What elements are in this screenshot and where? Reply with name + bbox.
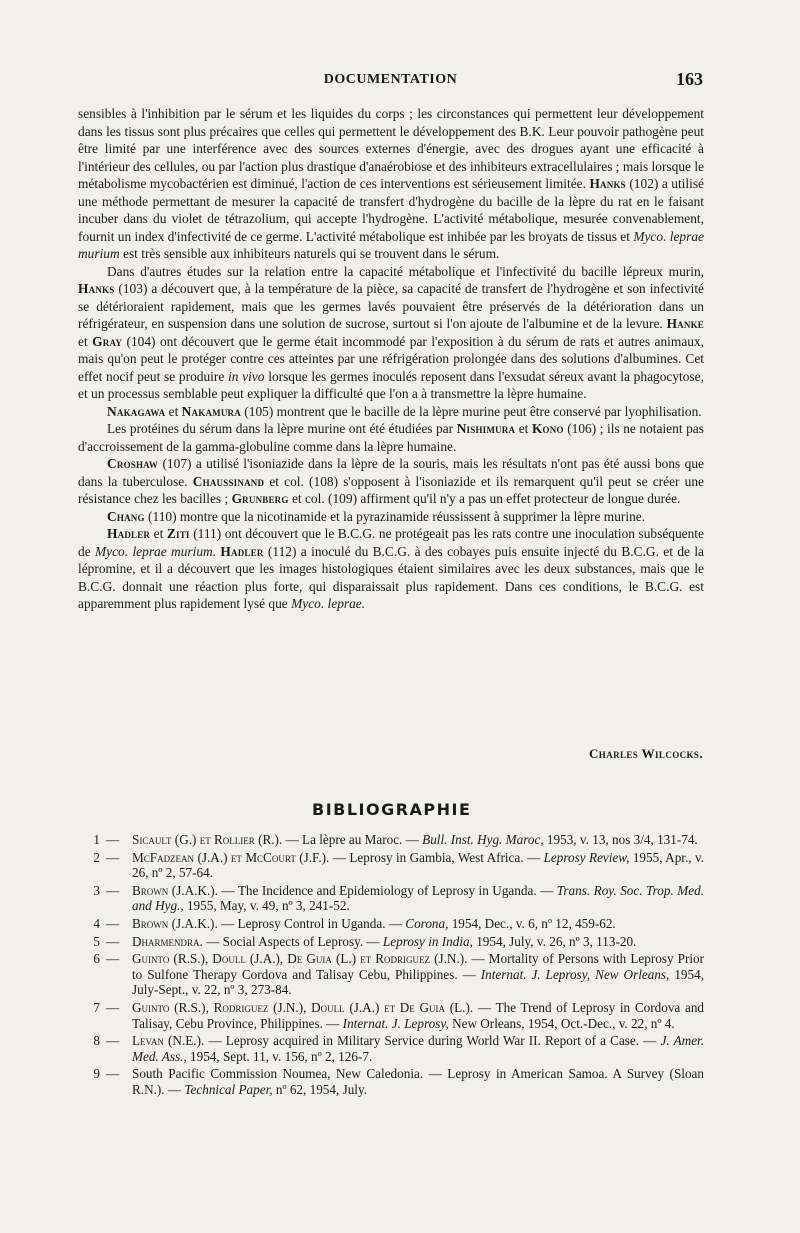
reference-authors: Dharmendra. (132, 933, 203, 949)
reference-authors: Guinto (R.S.), Doull (J.A.), De Guia (L.) et Rodriguez (J.N.). (132, 951, 468, 967)
paragraph (78, 420, 704, 455)
text-run: (112) a inoculé du B.C.G. à des cobayes puis ensuite injecté du B.C.G. et de la lépromine, et il a découvert que les images histologiques étaient similaires avec les deux substances, mais que le B.C.G. donnait une réaction plus forte, qui disparaissait plus rapidement. Dans ces conditions, le B.C.G. est apparemment plus rapidement lysé que (78, 543, 704, 611)
reference-number: 9 (93, 1066, 100, 1082)
reference-item (84, 916, 704, 932)
reference-dash: — (106, 951, 120, 967)
reference-authors: Levan (N.E.). (132, 1033, 205, 1049)
running-header (78, 69, 703, 98)
reference-item (84, 1033, 704, 1064)
paragraph (78, 508, 704, 526)
reference-title: — The Incidence and Epidemiology of Leprosy in Uganda. — (221, 882, 554, 898)
article-body (78, 105, 704, 613)
reference-item (84, 1066, 704, 1097)
text-run: (102) a utilisé une méthode permettant de mesurer la capacité de transfert d'hydrogène du bacille de la lèpre du rat en le faisant incuber dans du violet de tétrazolium, qui accepte l'hydrogène. L'activité métabolique, mesurée convenablement, fournit un index d'infectivité de ce germe. L'activité métabolique est inhibée par les broyats de tissus et (78, 176, 704, 244)
reference-source: Internat. J. Leprosy, New Orleans, (480, 966, 670, 982)
reference-dash: — (106, 1033, 120, 1049)
reference-authors: Guinto (R.S.), Rodriguez (J.N.), Doull (J.A.) et De Guia (L.). (132, 999, 474, 1015)
reference-details: 1954, July-Sept., v. 22, nº 3, 273-84. (132, 966, 704, 998)
author-signature: Charles Wilcocks. (589, 746, 703, 761)
text-run: est très sensible aux inhibiteurs naturels qui se trouvent dans le sérum. (123, 246, 500, 261)
reference-details: nº 62, 1954, July. (275, 1081, 367, 1097)
author-name: Kono (531, 421, 564, 436)
text-run: (104) ont découvert que le germe était incommodé par l'exposition à du sérum de rats et autres animaux, mais qu'on peut le protéger contre ces atteintes par une réfrigération prolongée dans des solutions d'albumines. Cet effet nocif peut se produire (78, 333, 705, 384)
paragraph (78, 403, 704, 421)
reference-source: Bull. Inst. Hyg. Maroc, (422, 832, 544, 847)
reference-details: 1955, May, v. 49, nº 3, 241-52. (186, 898, 350, 914)
paragraph (78, 525, 704, 613)
reference-title: — Mortality of Persons with Leprosy Prior to Sulfone Therapy Cordova and Talisay Cebu, Philippines. — (132, 951, 704, 982)
text-run: et col. (108) s'opposent à l'isoniazide et ils remarquent qu'il peut se créer une résistance chez les bacilles ; (78, 473, 704, 506)
reference-dash: — (106, 915, 120, 931)
text-run: (110) montre que la nicotinamide et la pyrazinamide réussissent à supprimer la lèpre murine. (148, 508, 646, 524)
text-run: lorsque les germes inoculés reposent dans l'exsudat séreux avant la phagocytose, et un processus semblable peut expliquer la difficulté que l'on a à transmettre la lèpre humaine. (78, 368, 704, 401)
reference-source: Trans. Roy. Soc. Trop. Med. and Hyg., (132, 882, 704, 914)
author-name: Gray (92, 333, 123, 349)
reference-details: New Orleans, 1954, Oct.-Dec., v. 22, nº 4. (452, 1015, 675, 1031)
author-name: Croshaw (107, 456, 159, 471)
author-name: Ziti (166, 526, 190, 541)
reference-item (84, 951, 704, 998)
reference-title: — The Trend of Leprosy in Cordova and Talisay, Cebu Province, Philippines. — (132, 999, 705, 1031)
reference-source: J. Amer. Med. Ass., (132, 1033, 705, 1064)
text-run: et (78, 333, 88, 349)
author-name: Hadler (107, 526, 151, 541)
author-name: Hadler (220, 543, 264, 559)
reference-source: Leprosy Review, (543, 849, 630, 865)
reference-details: 1953, v. 13, nos 3/4, 131-74. (546, 832, 698, 847)
reference-title: — Social Aspects of Leprosy. — (206, 933, 380, 949)
reference-number: 5 (93, 933, 100, 949)
reference-authors: Sicault (G.) et Rollier (R.). (132, 832, 283, 847)
reference-source: Corona, (405, 915, 449, 931)
reference-dash: — (106, 1066, 120, 1082)
reference-list (84, 832, 704, 1100)
latin-term: in vivo (228, 368, 265, 384)
reference-number: 2 (93, 849, 100, 865)
reference-item (84, 934, 704, 950)
text-run: et (153, 526, 164, 541)
reference-details: 1954, July, v. 26, nº 3, 113-20. (476, 933, 637, 949)
reference-title: South Pacific Commission Noumea, New Caledonia. — Leprosy in American Samoa. A Survey (Sloan R.N.). — (132, 1066, 704, 1097)
running-title: DOCUMENTATION (323, 72, 458, 87)
reference-dash: — (106, 882, 120, 898)
reference-authors: Brown (J.A.K.). (132, 915, 218, 931)
text-run: (105) montrent que le bacille de la lèpre murine peut être conservé par lyophilisation. (244, 403, 702, 419)
author-name: Nakagawa (107, 403, 166, 419)
reference-title: — Leprosy Control in Uganda. — (221, 915, 402, 931)
bibliography-heading: BIBLIOGRAPHIE (312, 800, 472, 819)
author-name: Hanks (589, 176, 626, 191)
species-name: Myco. leprae. (291, 596, 366, 611)
author-name: Nakamura (181, 403, 241, 419)
reference-number: 6 (93, 951, 100, 967)
reference-dash: — (106, 832, 120, 847)
author-name: Grunberg (231, 491, 289, 506)
reference-item (84, 883, 704, 914)
author-name: Hanke (666, 316, 704, 331)
text-run: et (168, 403, 179, 419)
text-run: (103) a découvert que, à la température de la pièce, sa capacité de transfert de l'hydrogène et son infectivité se détérioraient rapidement, mais que les germes lavés pouvaient être préservés de la détérioration dans un réfrigérateur, en suspension dans une solution de sucrose, surtout si l'on ajoute de l'albumine et de la levure. (78, 281, 704, 331)
page-number: 163 (676, 69, 703, 89)
reference-authors: McFadzean (J.A.) et McCourt (J.F.). (132, 849, 330, 865)
text-run: Les protéines du sérum dans la lèpre murine ont été étudiées par (107, 421, 454, 436)
reference-dash: — (106, 933, 120, 949)
text-run: (111) ont découvert que le B.C.G. ne protégeait pas les rats contre une inoculation subséquente de (78, 526, 704, 559)
paragraph (78, 105, 704, 263)
reference-details: 1955, Apr., v. 26, nº 2, 57-64. (132, 849, 705, 881)
author-name: Hanks (78, 281, 115, 296)
reference-source: Internat. J. Leprosy, (342, 1015, 449, 1031)
reference-title: — La lèpre au Maroc. — (285, 832, 419, 847)
text-run: et col. (109) affirment qu'il n'y a pas un effet protecteur de longue durée. (291, 491, 681, 506)
paragraph (78, 455, 704, 508)
reference-number: 1 (93, 832, 100, 847)
reference-number: 4 (93, 915, 100, 931)
text-run: (107) a utilisé l'isoniazide dans la lèpre de la souris, mais les résultats n'ont pas été aussi bons que dans la tuberculose. (78, 456, 704, 489)
reference-title: — Leprosy in Gambia, West Africa. — (332, 849, 541, 865)
text-run: et (518, 421, 529, 436)
reference-item (84, 850, 704, 881)
author-name: Nishimura (456, 421, 516, 436)
reference-number: 3 (93, 882, 100, 898)
species-name: Myco. leprae murium. (95, 543, 217, 559)
author-name: Chang (107, 508, 145, 524)
reference-source: Technical Paper, (184, 1081, 273, 1097)
species-name: Myco. leprae murium (78, 228, 704, 261)
reference-dash: — (106, 849, 120, 865)
text-run: Dans d'autres études sur la relation entre la capacité métabolique et l'infectivité du bacille lépreux murin, (107, 263, 704, 279)
reference-details: 1954, Sept. 11, v. 156, nº 2, 126-7. (190, 1048, 373, 1064)
paragraph (78, 263, 704, 403)
reference-details: 1954, Dec., v. 6, nº 12, 459-62. (451, 915, 616, 931)
reference-item (84, 832, 704, 848)
reference-item (84, 1000, 704, 1031)
text-run: (106) ; ils ne notaient pas d'accroissement de la gamma-globuline comme dans la lèpre humaine. (78, 421, 704, 454)
reference-source: Leprosy in India, (382, 933, 473, 949)
reference-dash: — (106, 999, 120, 1015)
reference-number: 7 (93, 999, 100, 1015)
text-run: sensibles à l'inhibition par le sérum et les liquides du corps ; les circonstances qui permettent leur développement dans les tissus sont plus précaires que celles qui permettent le développement des B.K. Leur pouvoir pathogène peut être limité par une interférence avec des sources externes d'énergie, avec des drogues ayant une efficacité à l'intérieur des cellules, ou par l'action plus drastique d'anaérobiose et des inhibiteurs extracellulaires ; mais lorsque le métabolisme mycobactérien est diminué, l'action de ces interventions est sérieusement limitée. (78, 106, 704, 191)
reference-title: — Leprosy acquired in Military Service during World War II. Report of a Case. — (208, 1033, 657, 1049)
author-name: Chaussinand (192, 473, 265, 489)
reference-authors: Brown (J.A.K.). (132, 882, 218, 898)
reference-number: 8 (93, 1033, 100, 1049)
